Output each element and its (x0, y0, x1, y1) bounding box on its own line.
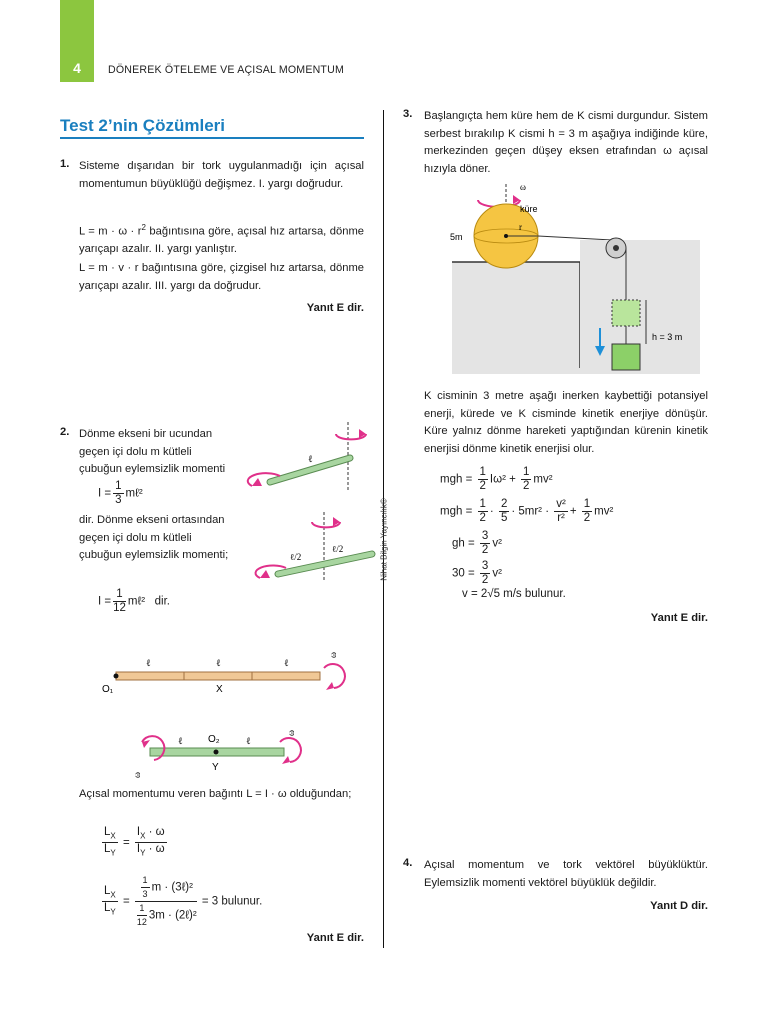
ratio-formula-1: $\frac{L_X}{L_Y}$ = $\frac{I_X \cdot \omega}{I_Y \cdot \omega}$ (104, 826, 165, 858)
question-1-answer: Yanıt E dir. (306, 302, 364, 314)
svg-text:ℓ: ℓ (246, 736, 251, 747)
section-title: Test 2’nin Çözümleri (60, 116, 225, 135)
question-3-number: 3. (403, 108, 413, 120)
rod-center-axis-figure (250, 510, 380, 590)
question-3-answer: Yanıt E dir. (650, 612, 708, 624)
question-2-paragraph-1: Dönme ekseni bir ucundan geçen içi dolu m kütleli çubuğun eylemsizlik momenti (79, 428, 226, 476)
svg-text:X: X (216, 684, 223, 695)
ratio-formula-2: $\frac{L_X}{L_Y}$ = $\frac{1}{3}$ m · (3ℓ)² $\frac{1}{12}$ 3m · (2ℓ)² = 3 bulunur. (104, 875, 263, 927)
question-4-number: 4. (403, 857, 413, 869)
question-3-paragraph-2: K cisminin 3 metre aşağı inerken kaybettiği potansiyel enerji, kürede ve K cisminde kinetik enerjiye dönüşür. Küre yalnız dönme hareketi yaptığından kürenin kinetik enerjisi dönme kinetik enerjisi olur. (424, 390, 708, 455)
svg-text:r: r (519, 222, 522, 232)
question-2-number: 2. (60, 426, 70, 438)
question-1-paragraph-1: Sisteme dışarıdan bir tork uygulanmadığı için açısal momentumun büyüklüğü değişmez. I. yargı doğrudur. (79, 160, 364, 190)
inertia-formula-end: I = $\frac{1}{3}$ mℓ² (98, 480, 143, 506)
svg-text:Y: Y (212, 762, 219, 773)
publisher-credit: Nihat Bilgin Yayıncılık© (379, 498, 389, 581)
inertia-formula-center: I = $\frac{1}{12}$ mℓ² dir. (98, 588, 170, 614)
svg-text:küre: küre (520, 204, 538, 214)
svg-text:ℓ: ℓ (178, 736, 183, 747)
svg-text:ω: ω (132, 772, 142, 778)
rod-end-axis-figure (240, 420, 380, 500)
svg-text:ℓ: ℓ (284, 658, 289, 669)
svg-text:5m: 5m (450, 232, 463, 242)
svg-text:h = 3 m: h = 3 m (652, 332, 683, 342)
question-2-answer: Yanıt E dir. (306, 932, 364, 944)
energy-equation-2: mgh = $\frac{1}{2}$ · $\frac{2}{5}$ · 5mr² · $\frac{\text{v²}}{\text{r²}}$ + $\frac{1}{2}$ mv² (440, 498, 614, 524)
sphere-pulley-figure (440, 178, 710, 380)
running-title: DÖNEREK ÖTELEME VE AÇISAL MOMENTUM (108, 64, 344, 76)
page-number: 4 (73, 60, 81, 76)
svg-text:O₂: O₂ (208, 734, 220, 745)
svg-text:ℓ: ℓ (146, 658, 151, 669)
svg-text:ω: ω (520, 182, 526, 192)
svg-text:ω: ω (286, 730, 296, 736)
energy-equation-4: 30 = $\frac{3}{2}$ v² (452, 560, 502, 586)
rod-x-figure (100, 646, 370, 696)
question-3-paragraph-1: Başlangıçta hem küre hem de K cismi durgundur. Sistem serbest bırakılıp K cismi h = 3 m aşağıya indiğinde küre, merkezinden geçen düşey eksen etrafından ω açısal hızıyla döner. (424, 110, 708, 175)
question-1-paragraph-3: L = m · v · r bağıntısına göre, çizgisel hız artarsa, dönme yarıçapı azalır. III. yargı da doğrudur. (79, 262, 364, 292)
question-1-number: 1. (60, 158, 70, 170)
svg-text:ℓ/2: ℓ/2 (332, 544, 344, 554)
energy-equation-5: v = 2√5 m/s bulunur. (462, 588, 566, 600)
svg-text:ω: ω (328, 652, 338, 658)
rod-y-figure (128, 728, 328, 782)
title-rule (60, 137, 364, 139)
question-4-paragraph-1: Açısal momentum ve tork vektörel büyüklüktür. Eylemsizlik momenti vektörel büyüklük değildir. (424, 859, 708, 889)
question-2-paragraph-3: Açısal momentumu veren bağıntı L = I · ω olduğundan; (79, 788, 352, 800)
svg-text:ℓ/2: ℓ/2 (290, 552, 302, 562)
energy-equation-3: gh = $\frac{3}{2}$ v² (452, 530, 502, 556)
svg-text:ℓ: ℓ (216, 658, 221, 669)
question-2-paragraph-2: dir. Dönme ekseni ortasından geçen içi dolu m kütleli çubuğun eylemsizlik momenti; (79, 514, 229, 562)
question-4-answer: Yanıt D dir. (650, 900, 708, 912)
energy-equation-1: mgh = $\frac{1}{2}$ Iω² + $\frac{1}{2}$ mv² (440, 466, 553, 492)
svg-text:O₁: O₁ (102, 684, 114, 695)
question-1-paragraph-2: $L = m \cdot \omega \cdot r^2$ bağıntısına göre, açısal hız artarsa, dönme yarıçapı azalır. II. yargı yanlıştır. (79, 223, 364, 256)
svg-text:ℓ: ℓ (308, 454, 313, 465)
